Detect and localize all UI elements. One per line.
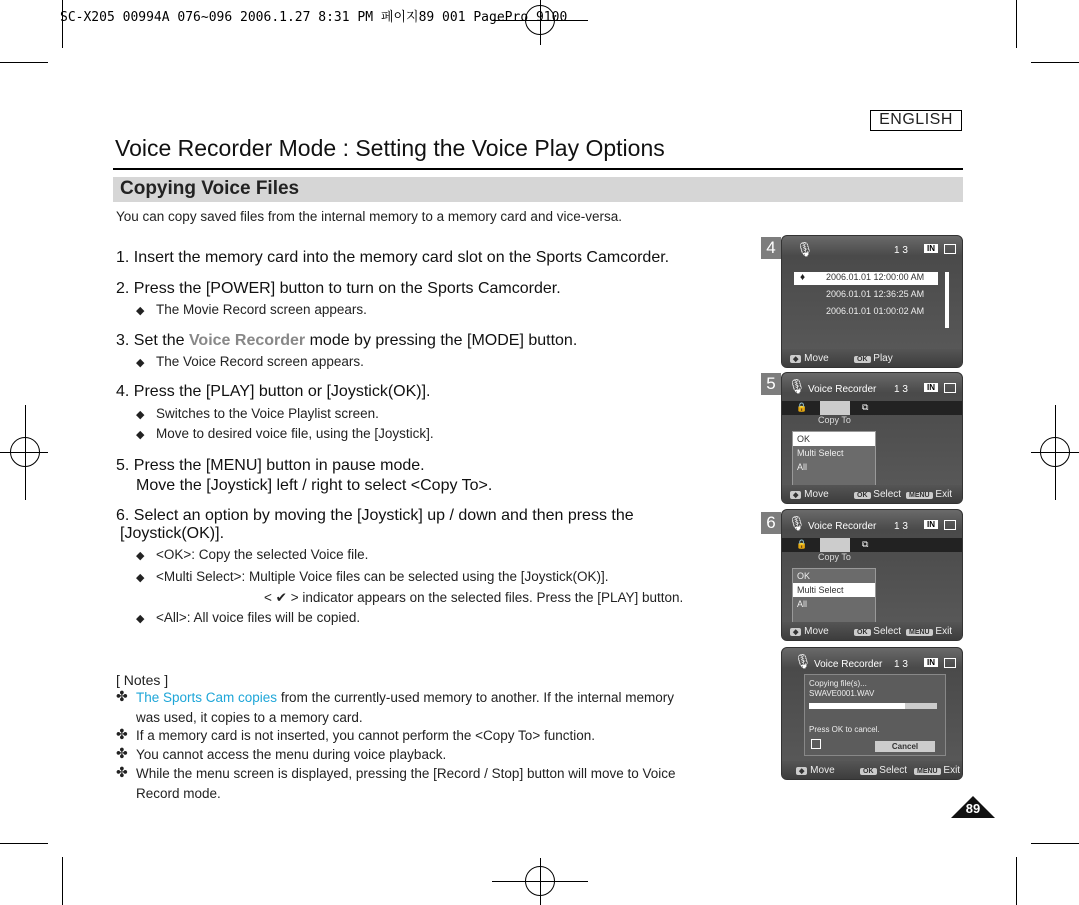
copy-icon-selected[interactable] xyxy=(820,401,850,415)
screen-copy-to-ok xyxy=(781,372,963,504)
note-4: While the menu screen is displayed, pressing the [Record / Stop] button will move to Voice xyxy=(136,766,676,781)
title-divider xyxy=(113,168,963,170)
copying-filename: SWAVE0001.WAV xyxy=(809,689,875,698)
crop-mark xyxy=(62,857,63,905)
step-6-bullet-1: ◆ <OK>: Copy the selected Voice file. xyxy=(136,547,369,562)
battery-icon xyxy=(944,383,956,393)
screen-title: Voice Recorder xyxy=(814,659,883,670)
progress-fill xyxy=(809,703,905,709)
storage-in-badge: IN xyxy=(924,658,938,667)
note-2: If a memory card is not inserted, you cannot perform the <Copy To> function. xyxy=(136,728,595,743)
option-multi-select[interactable]: Multi Select xyxy=(793,583,875,597)
microphone-icon: 🎙 xyxy=(788,378,806,394)
storage-in-badge: IN xyxy=(924,244,938,253)
print-header: SC-X205 00994A 076~096 2006.1.27 8:31 PM 페이지89 001 PagePro 9100 xyxy=(60,10,568,25)
file-counter: 1 3 xyxy=(894,659,908,670)
screen-step-number: 5 xyxy=(761,373,781,395)
notes-heading: [ Notes ] xyxy=(116,672,169,688)
note-1-line-2: was used, it copies to a memory card. xyxy=(136,710,363,725)
step-3-bullet: ◆ The Voice Record screen appears. xyxy=(136,354,364,369)
battery-icon xyxy=(944,520,956,530)
option-ok[interactable]: OK xyxy=(797,571,811,581)
language-tag: ENGLISH xyxy=(870,110,962,131)
step-5b: Move the [Joystick] left / right to select <Copy To>. xyxy=(136,477,493,494)
checkmark-icon: ✔ xyxy=(275,590,287,605)
screen-bottom-bar: ◆ Move OK Select MENU Exit xyxy=(782,485,962,504)
voice-recorder-highlight: Voice Recorder xyxy=(188,332,306,349)
note-bullet-icon: ✤ xyxy=(116,688,128,704)
screen-step-number: 6 xyxy=(761,512,781,534)
copy-options-menu xyxy=(792,431,876,489)
screen-bottom-bar: ◆ Move OK Select MENU Exit xyxy=(782,761,962,780)
note-bullet-icon: ✤ xyxy=(116,764,128,780)
note-1-highlight: The Sports Cam copies xyxy=(136,690,278,705)
step-6-bullet-2-cont: < ✔ > indicator appears on the selected files. Press the [PLAY] button. xyxy=(264,590,684,605)
note-1: The Sports Cam copies from the currently-used memory to another. If the internal memory xyxy=(136,690,674,705)
memory-card-icon xyxy=(811,739,821,749)
note-bullet-icon: ✤ xyxy=(116,745,128,761)
screen-title: Voice Recorder xyxy=(808,521,877,532)
menu-title: Copy To xyxy=(818,552,851,562)
section-title: Copying Voice Files xyxy=(120,178,300,199)
note-4-line-2: Record mode. xyxy=(136,786,221,801)
screen-title: Voice Recorder xyxy=(808,384,877,395)
step-4-bullet-1: ◆ Switches to the Voice Playlist screen. xyxy=(136,406,379,421)
press-ok-text: Press OK to cancel. xyxy=(809,725,880,734)
multi-icon[interactable]: ⧉ xyxy=(862,539,869,549)
step-4: 4. Press the [PLAY] button or [Joystick(OK)]. xyxy=(116,383,431,400)
file-counter: 1 3 xyxy=(894,245,908,256)
page-number: 89 xyxy=(965,801,981,816)
copying-text: Copying file(s)... xyxy=(809,679,867,688)
step-3: 3. Set the Voice Recorder mode by pressing the [MODE] button. xyxy=(116,332,578,349)
battery-icon xyxy=(944,244,956,254)
note-bullet-icon: ✤ xyxy=(116,726,128,742)
battery-icon xyxy=(944,658,956,668)
microphone-icon: 🎙 xyxy=(788,515,806,531)
option-all[interactable]: All xyxy=(797,462,808,472)
option-ok[interactable]: OK xyxy=(793,432,875,446)
crop-mark xyxy=(1016,857,1017,905)
screen-copying-progress xyxy=(781,647,963,780)
lock-icon[interactable]: 🔒 xyxy=(796,402,808,412)
screen-copy-to-multi xyxy=(781,509,963,641)
page-title: Voice Recorder Mode : Setting the Voice Play Options xyxy=(115,135,665,161)
file-row[interactable]: 2006.01.01 12:36:25 AM xyxy=(826,289,925,299)
step-6a: 6. Select an option by moving the [Joystick] up / down and then press the xyxy=(116,507,634,524)
file-row[interactable]: 2006.01.01 01:00:02 AM xyxy=(826,306,925,316)
microphone-icon: 🎙 xyxy=(796,241,814,257)
step-6-bullet-2: ◆ <Multi Select>: Multiple Voice files can be selected using the [Joystick(OK)]. xyxy=(136,569,609,584)
storage-in-badge: IN xyxy=(924,383,938,392)
screen-voice-playlist xyxy=(781,235,963,368)
intro-text: You can copy saved files from the internal memory to a memory card and vice-versa. xyxy=(116,209,622,224)
option-all[interactable]: All xyxy=(797,599,808,609)
crop-mark xyxy=(1016,0,1017,48)
screen-bottom-bar: ◆ Move OK Play xyxy=(782,349,962,368)
storage-in-badge: IN xyxy=(924,520,938,529)
crop-mark xyxy=(0,62,48,63)
step-5a: 5. Press the [MENU] button in pause mode. xyxy=(116,457,425,474)
file-counter: 1 3 xyxy=(894,384,908,395)
option-multi-select[interactable]: Multi Select xyxy=(797,448,844,458)
file-counter: 1 3 xyxy=(894,521,908,532)
menu-icon-row xyxy=(782,538,963,552)
step-2: 2. Press the [POWER] button to turn on the Sports Camcorder. xyxy=(116,280,561,297)
menu-title: Copy To xyxy=(818,415,851,425)
progress-bar xyxy=(809,703,937,709)
microphone-icon: 🎙 xyxy=(794,653,812,669)
menu-icon-row xyxy=(782,401,963,415)
step-2-bullet: ◆ The Movie Record screen appears. xyxy=(136,302,367,317)
screen-bottom-bar: ◆ Move OK Select MENU Exit xyxy=(782,622,962,641)
copy-dialog xyxy=(804,674,946,756)
crop-mark xyxy=(1031,62,1079,63)
step-1: 1. Insert the memory card into the memory card slot on the Sports Camcorder. xyxy=(116,249,670,266)
copy-icon-selected[interactable] xyxy=(820,538,850,552)
file-row-selected[interactable]: 2006.01.01 12:00:00 AM xyxy=(794,272,938,285)
crop-mark xyxy=(1031,843,1079,844)
screen-step-number: 4 xyxy=(761,237,781,259)
lock-icon[interactable]: 🔒 xyxy=(796,539,808,549)
copy-options-menu xyxy=(792,568,876,626)
multi-icon[interactable]: ⧉ xyxy=(862,402,869,412)
step-6b: [Joystick(OK)]. xyxy=(120,525,225,542)
step-4-bullet-2: ◆ Move to desired voice file, using the [Joystick]. xyxy=(136,426,434,441)
note-3: You cannot access the menu during voice playback. xyxy=(136,747,447,762)
step-6-bullet-3: ◆ <All>: All voice files will be copied. xyxy=(136,610,361,625)
voice-file-icon: ♦ xyxy=(800,272,806,283)
crop-mark xyxy=(0,843,48,844)
scrollbar[interactable] xyxy=(945,272,949,328)
cancel-button[interactable]: Cancel xyxy=(875,741,935,752)
